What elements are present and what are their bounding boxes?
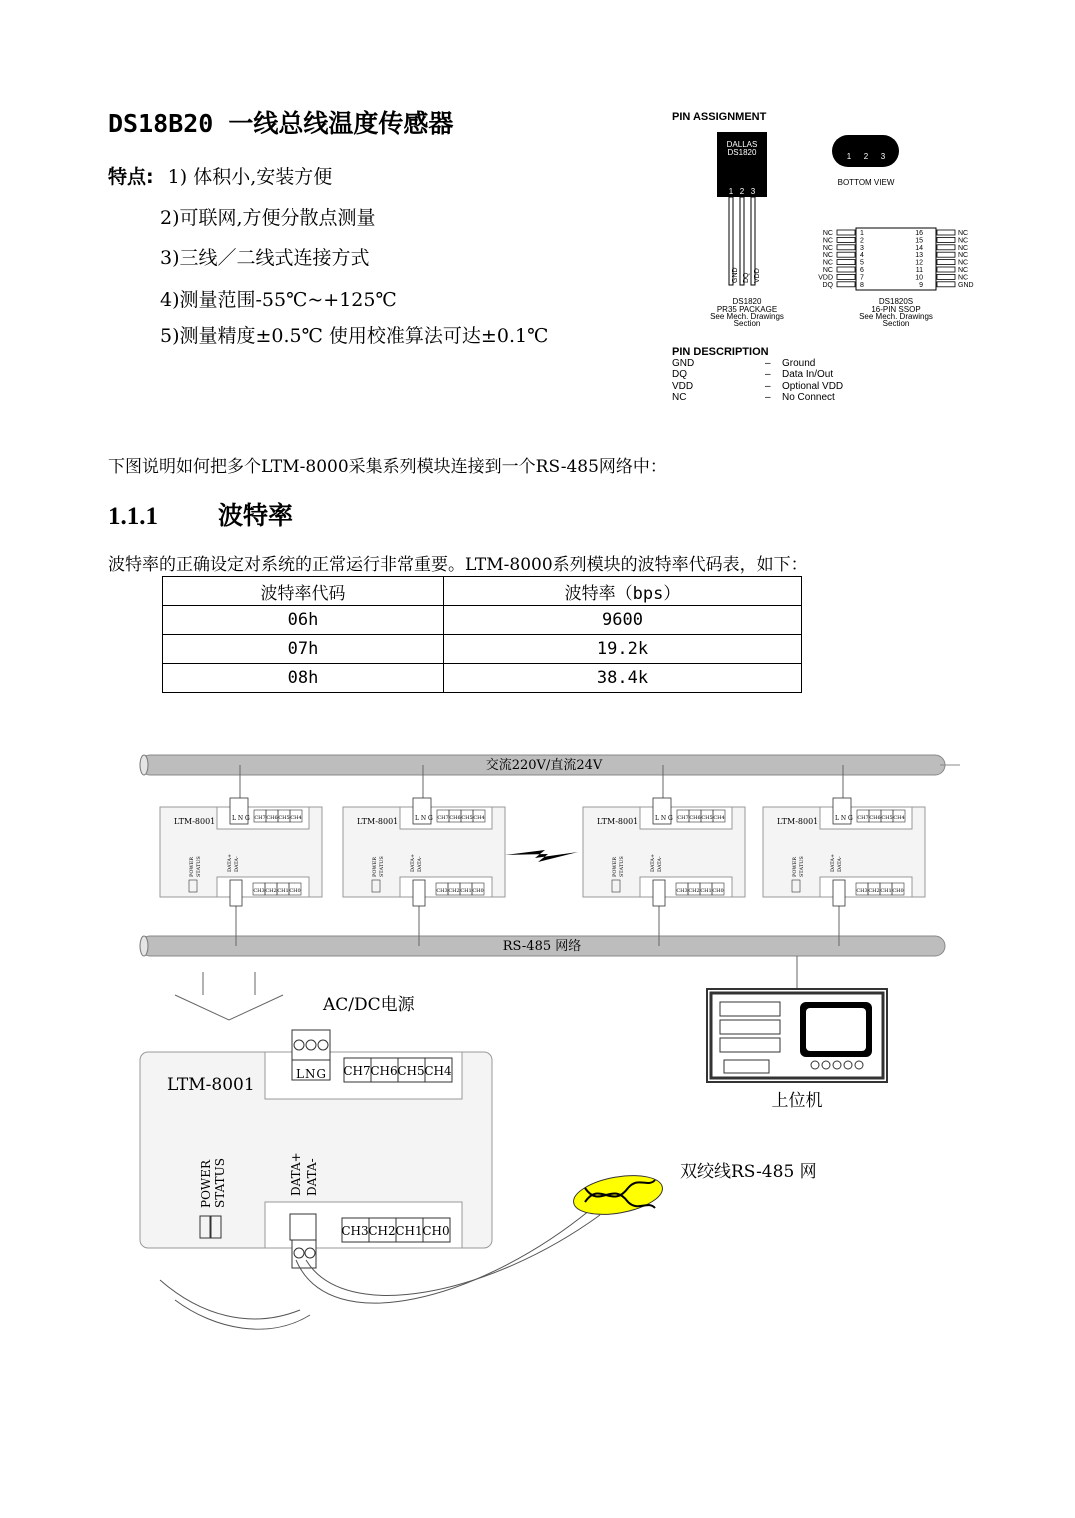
small-power-label: POWER xyxy=(189,856,195,877)
ssop-pin xyxy=(937,245,955,250)
network-diagram xyxy=(0,740,1075,1360)
table-header: 波特率代码 xyxy=(163,577,444,606)
small-data-terminal-icon xyxy=(833,880,845,906)
pin-assignment-heading: PIN ASSIGNMENT xyxy=(672,111,767,123)
pin-desc-dash: – xyxy=(765,392,771,403)
host-computer-icon xyxy=(707,956,887,1082)
ssop-right-number: 10 xyxy=(915,274,923,282)
small-data-plus-label: DATA+ xyxy=(650,853,656,872)
small-channel-label: CH3 xyxy=(253,888,265,894)
small-channel-label: CH5 xyxy=(461,815,473,821)
small-data-plus-label: DATA+ xyxy=(227,853,233,872)
ssop-left-label: NC xyxy=(822,259,833,267)
small-channel-label: CH5 xyxy=(881,815,893,821)
ssop-pin xyxy=(937,260,955,265)
small-channel-label: CH1 xyxy=(460,888,472,894)
page-title: DS18B20 一线总线温度传感器 xyxy=(108,109,454,138)
small-data-terminal-icon xyxy=(653,880,665,906)
ssop-pin xyxy=(837,274,855,279)
feature-item: 1) 体积小,安装方便 xyxy=(167,166,333,188)
large-module xyxy=(140,1030,492,1268)
small-status-label: STATUS xyxy=(619,856,625,877)
pin-description-heading: PIN DESCRIPTION xyxy=(672,346,769,358)
pin-name: DQ xyxy=(743,272,750,283)
small-channel-label: CH2 xyxy=(265,888,277,894)
ssop-body xyxy=(856,228,936,290)
ssop-left-label: NC xyxy=(822,237,833,245)
ssop-right-number: 14 xyxy=(915,244,923,252)
small-module-name: LTM-8001 xyxy=(777,817,819,826)
small-status-label: STATUS xyxy=(379,856,385,877)
feature-item: 5)测量精度±0.5℃ 使用校准算法可达±0.1℃ xyxy=(160,325,549,347)
small-data-plus-label: DATA+ xyxy=(410,853,416,872)
ssop-left-number: 8 xyxy=(860,281,864,289)
ssop-left-label: NC xyxy=(822,252,833,260)
small-channel-label: CH0 xyxy=(472,888,484,894)
pin-number: 2 xyxy=(739,187,745,196)
bottom-pin-number: 1 xyxy=(846,152,852,161)
table-cell: 9600 xyxy=(444,606,802,635)
ssop-right-label: NC xyxy=(958,237,969,245)
ssop-right-number: 11 xyxy=(915,267,923,274)
ssop-right-label: NC xyxy=(958,252,969,260)
section-number: 1.1.1 xyxy=(108,503,158,530)
baud-rate-table xyxy=(162,576,802,693)
small-module-name: LTM-8001 xyxy=(357,817,399,826)
small-status-label: STATUS xyxy=(196,856,202,877)
table-header-row xyxy=(163,577,802,606)
ssop-right-label: NC xyxy=(958,274,969,282)
ssop-left-label: NC xyxy=(822,244,833,252)
small-channel-label: CH1 xyxy=(700,888,712,894)
small-data-minus-label: DATA- xyxy=(417,856,423,872)
ssop-left-number: 4 xyxy=(860,252,864,260)
ssop-pin xyxy=(837,252,855,257)
ssop-left-label: NC xyxy=(822,267,833,274)
small-status-label: STATUS xyxy=(799,856,805,877)
module-name: LTM-8001 xyxy=(167,1075,255,1095)
small-channel-label: CH2 xyxy=(448,888,460,894)
table-row xyxy=(163,606,802,635)
pin-desc-text: Data In/Out xyxy=(782,369,834,380)
small-channel-label: CH3 xyxy=(436,888,448,894)
channel-label: CH2 xyxy=(368,1224,396,1238)
small-channel-label: CH4 xyxy=(473,815,485,821)
small-channel-label: CH7 xyxy=(437,815,449,821)
small-channel-label: CH4 xyxy=(290,815,302,821)
ssop-pin xyxy=(837,230,855,235)
ssop-caption: DS1820S xyxy=(878,297,914,306)
channel-label: CH6 xyxy=(370,1064,398,1078)
small-power-label: POWER xyxy=(612,856,618,877)
small-channel-label: CH0 xyxy=(892,888,904,894)
power-bus-label: 交流220V/直流24V xyxy=(485,758,603,773)
table-cell: 06h xyxy=(163,606,444,635)
pin-desc-pin: NC xyxy=(672,392,687,403)
section-heading xyxy=(108,496,293,532)
ssop-right-label: NC xyxy=(958,267,969,274)
small-lng-label: L N G xyxy=(415,815,433,822)
small-channel-label: CH0 xyxy=(712,888,724,894)
ssop-pin xyxy=(837,282,855,287)
table-cell: 19.2k xyxy=(444,635,802,664)
small-channel-label: CH7 xyxy=(254,815,266,821)
small-data-minus-label: DATA- xyxy=(837,856,843,872)
ssop-pin xyxy=(937,252,955,257)
data-minus-label: DATA- xyxy=(305,1158,319,1196)
ssop-right-label: NC xyxy=(958,259,969,267)
ssop-pin xyxy=(937,267,955,272)
small-channel-label: CH2 xyxy=(688,888,700,894)
channel-label: CH7 xyxy=(343,1064,371,1078)
chip-model: DS1820 xyxy=(727,148,757,157)
to92-caption: See Mech. Drawings xyxy=(710,312,784,321)
twisted-pair-icon xyxy=(571,1169,666,1220)
small-module-name: LTM-8001 xyxy=(597,817,639,826)
pin-desc-pin: GND xyxy=(672,358,695,369)
small-channel-label: CH6 xyxy=(266,815,278,821)
data-plus-label: DATA+ xyxy=(289,1152,303,1196)
feature-item: 3)三线／二线式连接方式 xyxy=(160,247,370,269)
ssop-pin xyxy=(937,282,955,287)
small-channel-label: CH6 xyxy=(449,815,461,821)
ssop-right-number: 16 xyxy=(915,230,923,237)
data-terminal-icon xyxy=(290,1214,316,1268)
small-data-minus-label: DATA- xyxy=(234,856,240,872)
ssop-left-number: 5 xyxy=(860,259,864,267)
bottom-pin-number: 2 xyxy=(863,152,869,161)
small-module xyxy=(763,765,925,946)
pin-desc-dash: – xyxy=(765,358,771,369)
table-cell: 38.4k xyxy=(444,664,802,693)
pin-assignment-figure xyxy=(665,105,985,410)
section-paragraph: 波特率的正确设定对系统的正常运行非常重要。LTM-8000系列模块的波特率代码表，如下： xyxy=(108,555,808,575)
pin-desc-pin: VDD xyxy=(672,381,694,392)
small-module xyxy=(343,765,505,946)
host-label: 上位机 xyxy=(771,1091,823,1111)
table-cell: 07h xyxy=(163,635,444,664)
ssop-pin xyxy=(937,230,955,235)
status-label: STATUS xyxy=(213,1158,227,1208)
small-channel-label: CH0 xyxy=(289,888,301,894)
ssop-left-number: 7 xyxy=(860,274,864,282)
ssop-caption: See Mech. Drawings xyxy=(859,312,933,321)
chip-brand: DALLAS xyxy=(726,140,758,149)
twisted-pair-label: 双绞线RS-485 网 xyxy=(680,1162,817,1182)
bottom-pin-number: 3 xyxy=(880,152,886,161)
bottom-view-package xyxy=(832,135,899,167)
table-row xyxy=(163,664,802,693)
ssop-pin xyxy=(837,245,855,250)
small-data-terminal-icon xyxy=(230,880,242,906)
pin-number: 1 xyxy=(728,187,734,196)
small-data-plus-label: DATA+ xyxy=(830,853,836,872)
ssop-caption: 16-PIN SSOP xyxy=(871,305,921,314)
table-cell: 08h xyxy=(163,664,444,693)
ssop-right-number: 9 xyxy=(919,281,923,289)
pin-desc-dash: – xyxy=(765,381,771,392)
table-row xyxy=(163,635,802,664)
small-power-label: POWER xyxy=(372,856,378,877)
small-module-name: LTM-8001 xyxy=(174,817,216,826)
small-channel-label: CH2 xyxy=(868,888,880,894)
small-lng-label: L N G xyxy=(232,815,250,822)
small-channel-label: CH4 xyxy=(893,815,905,821)
small-channel-label: CH7 xyxy=(857,815,869,821)
channel-label: CH3 xyxy=(341,1224,369,1238)
pin-number: 3 xyxy=(750,187,756,196)
small-channel-label: CH3 xyxy=(856,888,868,894)
ssop-left-label: NC xyxy=(822,230,833,237)
small-module xyxy=(160,765,322,946)
small-channel-label: CH1 xyxy=(277,888,289,894)
channel-label: CH4 xyxy=(424,1064,452,1078)
to92-caption: PR35 PACKAGE xyxy=(716,305,778,314)
ssop-right-number: 13 xyxy=(915,252,923,260)
feature-item: 4)测量范围-55℃~+125℃ xyxy=(160,289,397,311)
features-label: 特点: xyxy=(108,166,154,188)
small-channel-label: CH5 xyxy=(278,815,290,821)
ssop-right-number: 15 xyxy=(915,237,923,245)
ssop-right-label: NC xyxy=(958,230,969,237)
ssop-pin xyxy=(837,260,855,265)
power-label: POWER xyxy=(199,1159,213,1208)
pin-desc-pin: DQ xyxy=(672,369,687,380)
lightning-icon xyxy=(505,850,578,862)
pin-name: GND xyxy=(732,267,739,283)
channel-label: CH5 xyxy=(397,1064,425,1078)
small-channel-label: CH6 xyxy=(689,815,701,821)
ssop-pin xyxy=(937,274,955,279)
ssop-caption: Section xyxy=(882,319,910,328)
feature-item: 2)可联网,方便分散点测量 xyxy=(160,207,376,229)
lng-label: L N G xyxy=(296,1067,326,1081)
channel-label: CH0 xyxy=(422,1224,450,1238)
ssop-right-label: GND xyxy=(958,281,974,289)
acdc-label: AC/DC电源 xyxy=(323,995,415,1015)
small-power-label: POWER xyxy=(792,856,798,877)
intro-paragraph: 下图说明如何把多个LTM-8000采集系列模块连接到一个RS-485网络中： xyxy=(108,457,667,477)
pin-desc-text: Ground xyxy=(782,358,816,369)
rs485-bus-label: RS-485 网络 xyxy=(502,939,582,954)
pin-desc-text: No Connect xyxy=(782,392,835,403)
small-channel-label: CH7 xyxy=(677,815,689,821)
ssop-left-number: 6 xyxy=(860,267,864,274)
ssop-pin xyxy=(937,237,955,242)
ssop-left-label: DQ xyxy=(822,281,833,289)
to92-caption: DS1820 xyxy=(732,297,762,306)
pin-name: VDD xyxy=(754,268,761,283)
ssop-pin xyxy=(837,267,855,272)
bottom-view-label: BOTTOM VIEW xyxy=(837,178,895,187)
ssop-package xyxy=(818,228,973,290)
small-module xyxy=(583,765,745,946)
small-channel-label: CH6 xyxy=(869,815,881,821)
table-header: 波特率（bps） xyxy=(444,577,802,606)
small-lng-label: L N G xyxy=(835,815,853,822)
section-title: 波特率 xyxy=(218,501,294,530)
small-channel-label: CH4 xyxy=(713,815,725,821)
to92-caption: Section xyxy=(733,319,761,328)
ssop-left-number: 2 xyxy=(860,237,864,245)
pin-desc-text: Optional VDD xyxy=(782,381,844,392)
ssop-left-number: 3 xyxy=(860,244,864,252)
ssop-right-label: NC xyxy=(958,244,969,252)
channel-label: CH1 xyxy=(395,1224,423,1238)
ssop-left-label: VDD xyxy=(818,274,833,282)
small-data-minus-label: DATA- xyxy=(657,856,663,872)
small-lng-label: L N G xyxy=(655,815,673,822)
features-line-1 xyxy=(108,162,332,189)
ssop-right-number: 12 xyxy=(915,259,923,267)
small-channel-label: CH5 xyxy=(701,815,713,821)
pin-desc-dash: – xyxy=(765,369,771,380)
ssop-pin xyxy=(837,237,855,242)
down-arrow-icon xyxy=(175,972,283,1020)
small-channel-label: CH1 xyxy=(880,888,892,894)
small-data-terminal-icon xyxy=(413,880,425,906)
small-channel-label: CH3 xyxy=(676,888,688,894)
ssop-left-number: 1 xyxy=(860,230,864,237)
